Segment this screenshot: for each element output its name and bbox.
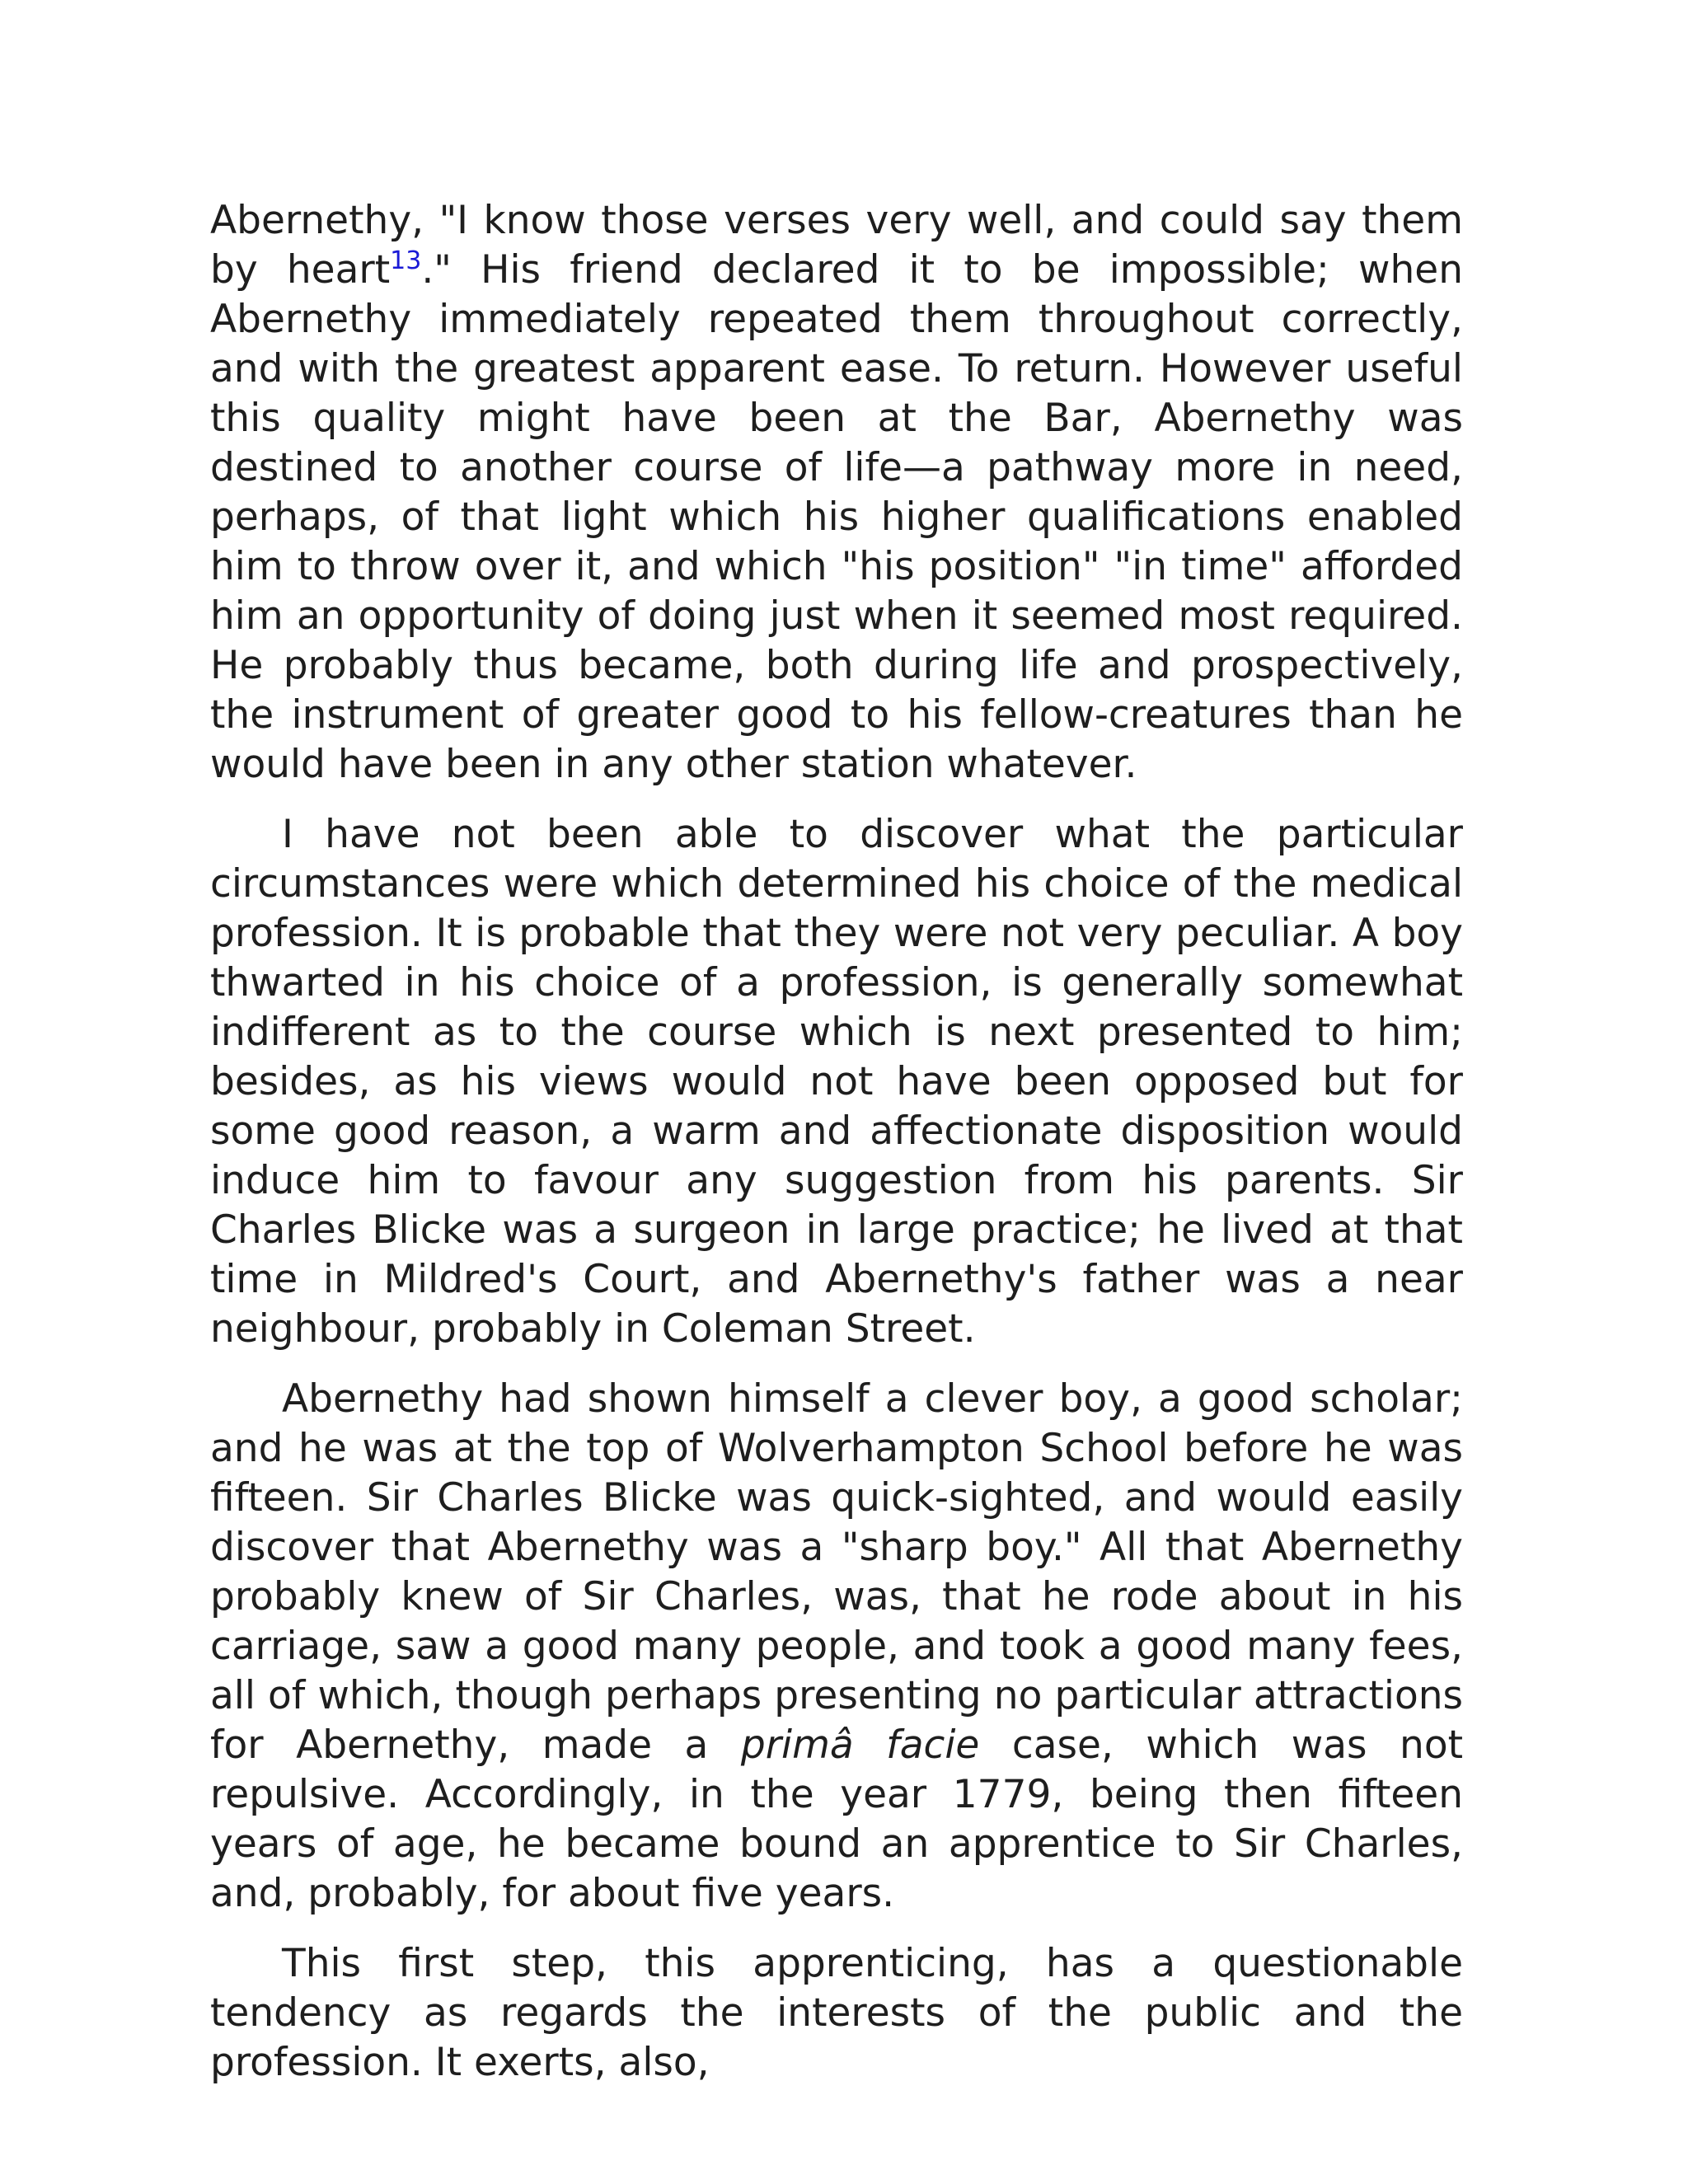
paragraph-3-text-end: case, which was not repulsive. Accordingly, in the year 1779, being then fifteen years of age, he became bound an apprentice to Sir Charles, and, probably, for about five years. [210, 1722, 1463, 1916]
paragraph-3-text-start: Abernethy had shown himself a clever boy, a good scholar; and he was at the top of Wolverhampton School before he was fifteen. Sir Charles Blicke was quick-sighted, and would easily discover that Abernethy was a "sharp boy." All that Abernethy probably knew of Sir Charles, was, that he rode about in his carriage, saw a good many people, and took a good many fees, all of which, though perhaps presenting no particular attractions for Abernethy, made a [210, 1376, 1463, 1768]
paragraph-2: I have not been able to discover what the particular circumstances were which determined his choice of the medical profession. It is probable that they were not very peculiar. A boy thwarted in his choice of a profession, is generally somewhat indifferent as to the course which is next presented to him; besides, as his views would not have been opposed but for some good reason, a warm and affectionate disposition would induce him to favour any suggestion from his parents. Sir Charles Blicke was a surgeon in large practice; he lived at that time in Mildred's Court, and Abernethy's father was a near neighbour, probably in Coleman Street. [210, 812, 1463, 1352]
paragraph-1 [210, 196, 1463, 790]
paragraph-1-text-end: ." His friend declared it to be impossible; when Abernethy immediately repeated them throughout correctly, and with the greatest apparent ease. To return. However useful this quality might have been at the Bar, Abernethy was destined to another course of life—a pathway more in need, perhaps, of that light which his higher qualifications enabled him to throw over it, and which "his position" "in time" afforded him an opportunity of doing just when it seemed most required. He probably thus became, both during life and prospectively, the instrument of greater good to his fellow-creatures than he would have been in any other station whatever. [210, 247, 1463, 787]
footnote-link-13[interactable]: 13 [390, 246, 422, 275]
paragraph-1-text-start: Abernethy, "I know those verses very well, and could say them by heart [210, 198, 1463, 293]
paragraph-4: This first step, this apprenticing, has a questionable tendency as regards the interests of the public and the profession. It exerts, also, [210, 1941, 1463, 2085]
latin-phrase: primâ facie [740, 1722, 980, 1768]
paragraph-3 [210, 1375, 1463, 1919]
page-body [210, 196, 1463, 2108]
